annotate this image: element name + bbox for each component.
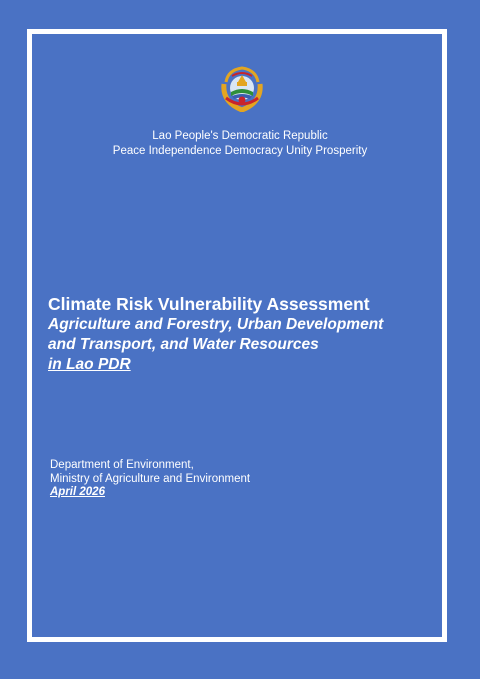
report-subtitle-line-1: Agriculture and Forestry, Urban Development: [48, 316, 384, 333]
report-subtitle-line-2: and Transport, and Water Resources: [48, 336, 319, 353]
department-name: Department of Environment,: [50, 459, 194, 471]
title-block: [48, 293, 448, 375]
publisher-block: [50, 459, 430, 500]
national-emblem-icon: [218, 64, 266, 112]
publication-date: April 2026: [50, 486, 105, 498]
cover-header: [0, 129, 480, 159]
report-subtitle-line-3: in Lao PDR: [48, 356, 131, 373]
ministry-name: Ministry of Agriculture and Environment: [50, 472, 251, 485]
national-motto: Peace Independence Democracy Unity Prosperity: [112, 145, 368, 157]
report-title: Climate Risk Vulnerability Assessment: [48, 294, 370, 314]
country-name: Lao People's Democratic Republic: [152, 130, 328, 142]
